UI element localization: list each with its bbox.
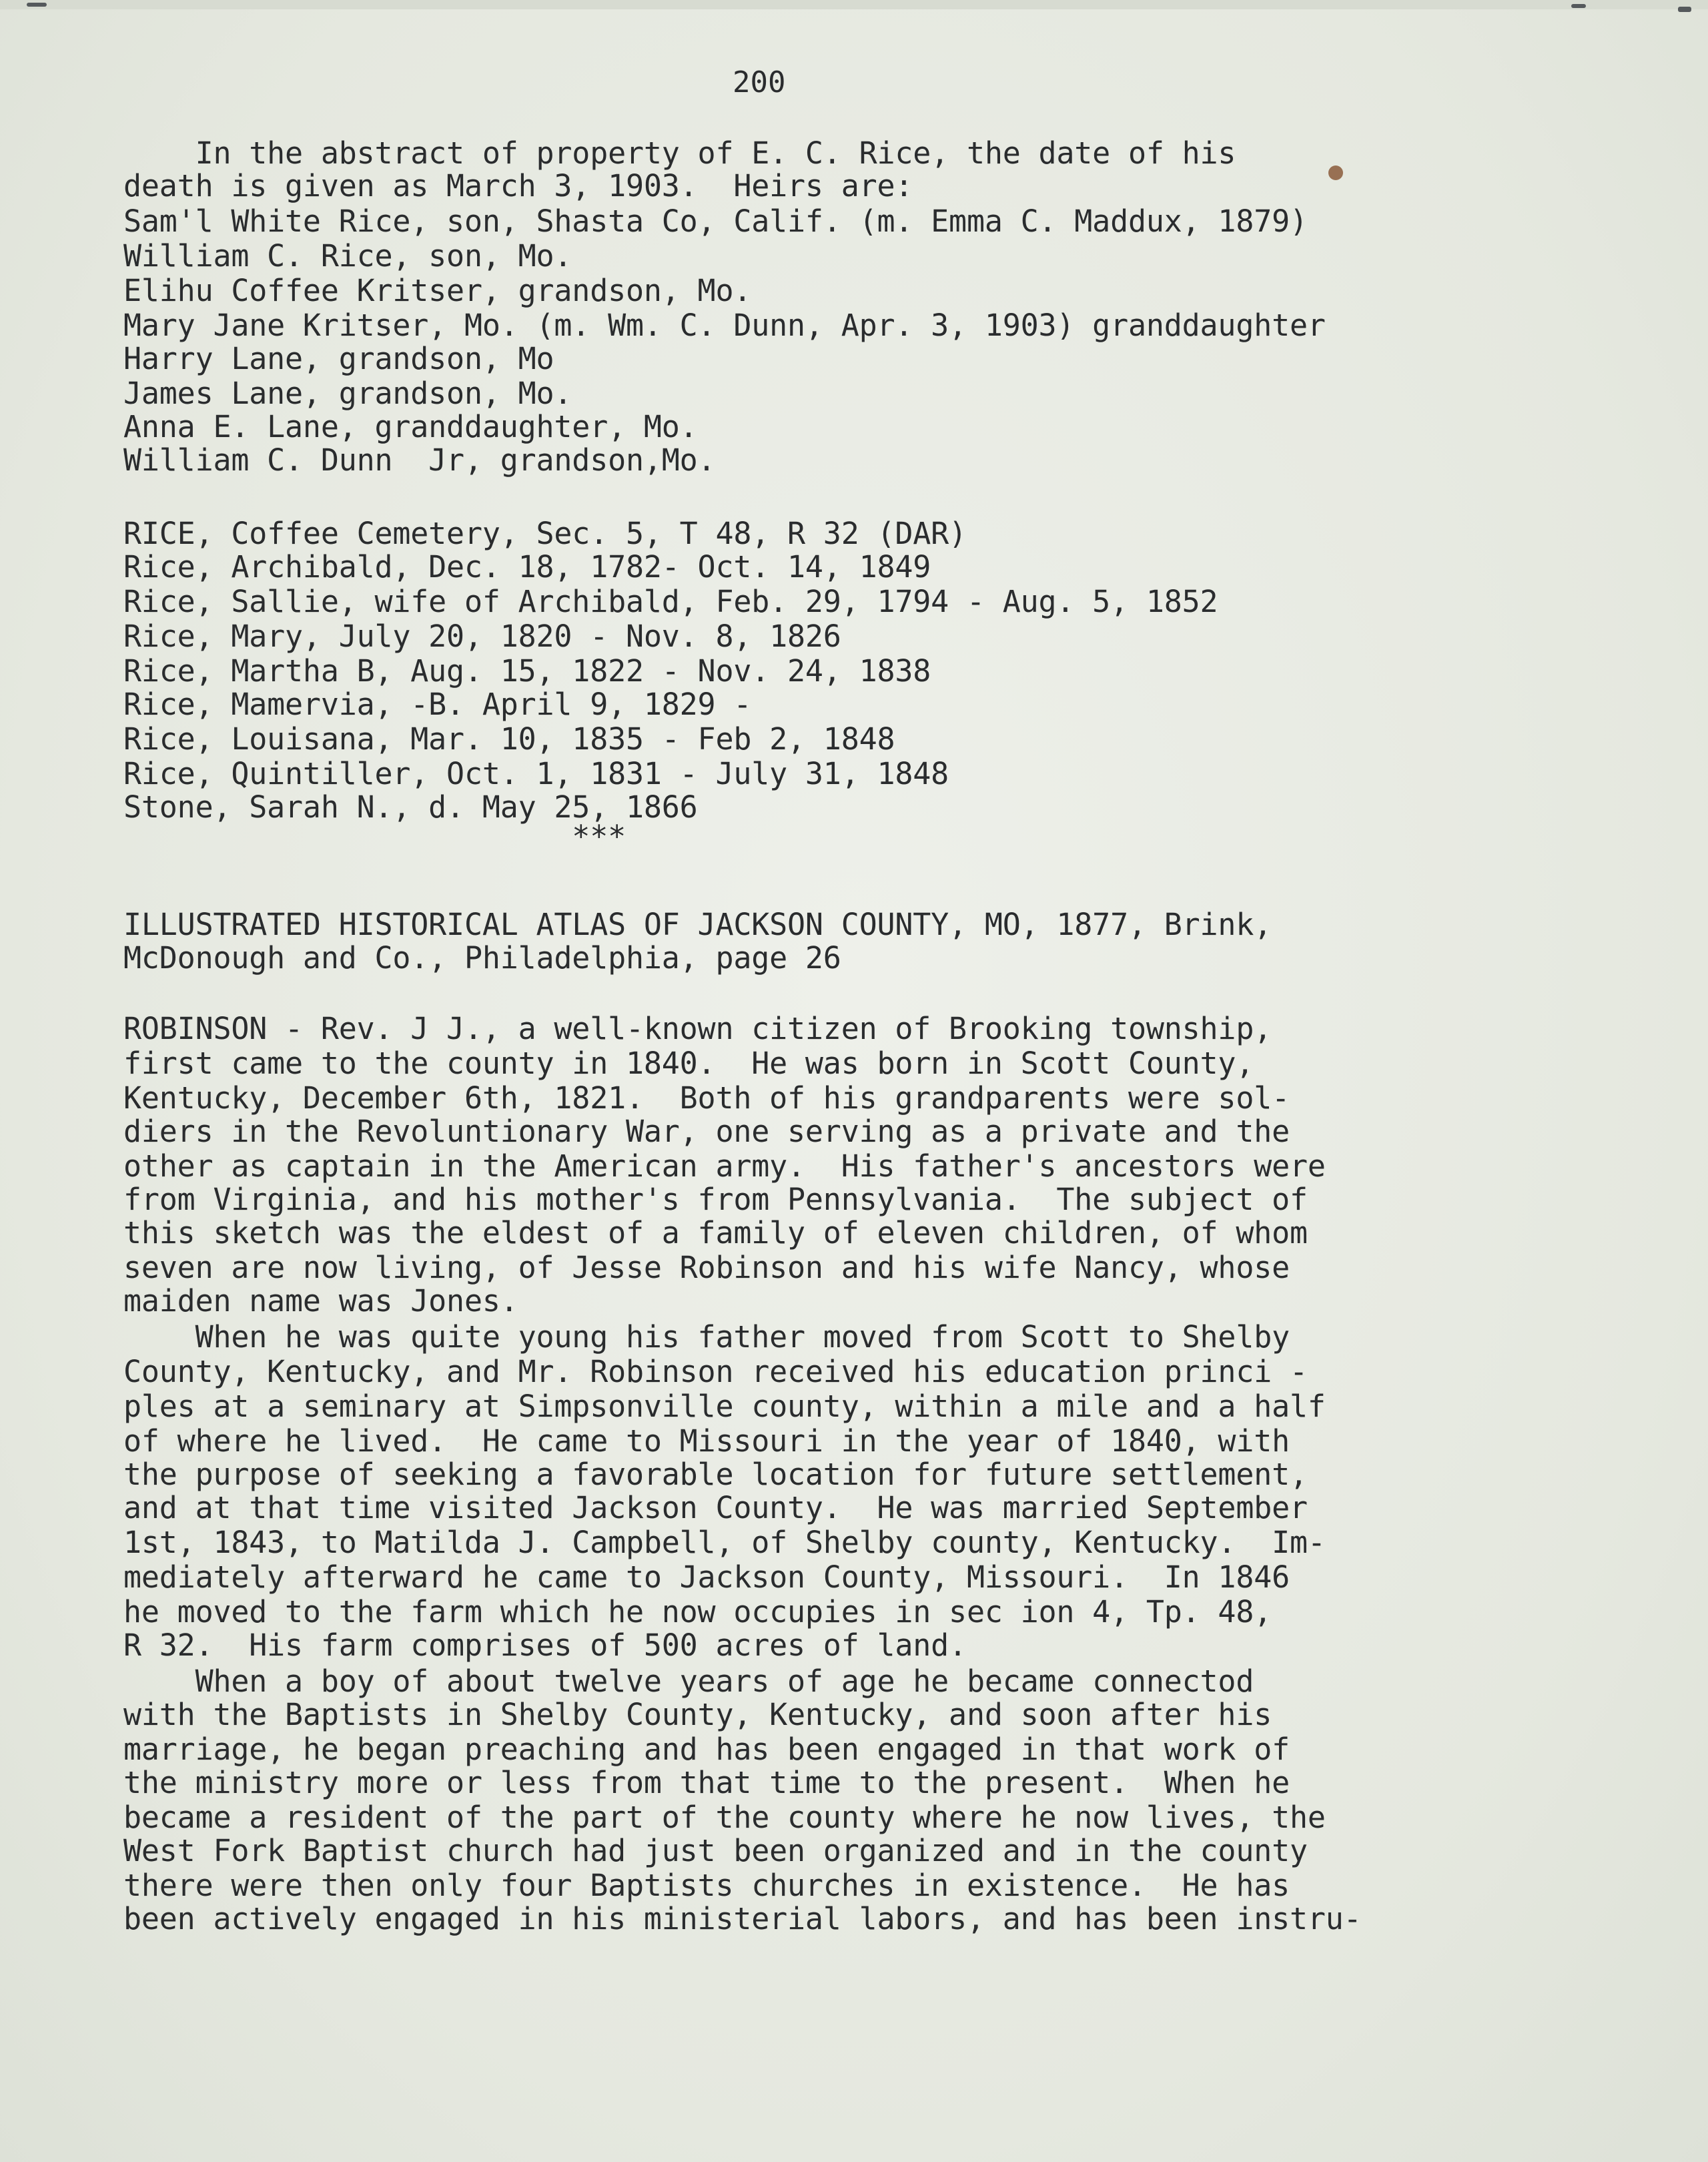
text-line: R 32. His farm comprises of 500 acres of land. [123,1628,967,1663]
scan-mark-left [27,3,47,7]
text-line: and at that time visited Jackson County. He was married September [123,1490,1308,1525]
text-line: this sketch was the eldest of a family of eleven children, of whom [123,1215,1308,1250]
text-line: he moved to the farm which he now occupies in sec ion 4, Tp. 48, [123,1594,1272,1630]
text-line: maiden name was Jones. [123,1283,518,1319]
text-line: of where he lived. He came to Missouri in the year of 1840, with [123,1423,1290,1459]
text-line: Elihu Coffee Kritser, grandson, Mo. [123,273,752,308]
text-line: diers in the Revoluntionary War, one serving as a private and the [123,1114,1290,1149]
text-line: West Fork Baptist church had just been organized and in the county [123,1833,1308,1868]
text-line: there were then only four Baptists churches in existence. He has [123,1868,1290,1903]
text-line: Sam'l White Rice, son, Shasta Co, Calif. (m. Emma C. Maddux, 1879) [123,204,1308,239]
text-line: Mary Jane Kritser, Mo. (m. Wm. C. Dunn, Apr. 3, 1903) granddaughter [123,308,1326,343]
text-line: Harry Lane, grandson, Mo [123,341,554,376]
ink-spot [1328,165,1343,180]
scan-mark-corner [1678,7,1691,12]
text-line: mediately afterward he came to Jackson County, Missouri. In 1846 [123,1559,1290,1595]
text-line: Rice, Martha B, Aug. 15, 1822 - Nov. 24, 1838 [123,653,931,689]
text-line: seven are now living, of Jesse Robinson and his wife Nancy, whose [123,1250,1290,1285]
section-separator: *** [123,819,626,854]
text-line: When a boy of about twelve years of age he became connectod [123,1664,1254,1699]
text-line: William C. Rice, son, Mo. [123,238,572,274]
text-line: County, Kentucky, and Mr. Robinson received his education princi - [123,1354,1308,1389]
text-line: RICE, Coffee Cemetery, Sec. 5, T 48, R 32 (DAR) [123,516,967,551]
text-line: Anna E. Lane, granddaughter, Mo. [123,409,698,444]
text-line: became a resident of the part of the county where he now lives, the [123,1800,1326,1835]
text-line: Kentucky, December 6th, 1821. Both of his grandparents were sol- [123,1080,1290,1116]
text-line: the purpose of seeking a favorable location for future settlement, [123,1457,1308,1492]
text-line: the ministry more or less from that time to the present. When he [123,1765,1290,1800]
text-line: 1st, 1843, to Matilda J. Campbell, of Shelby county, Kentucky. Im- [123,1525,1326,1560]
page-number: 200 [733,65,786,99]
text-line: Rice, Mary, July 20, 1820 - Nov. 8, 1826 [123,619,841,654]
scan-mark-right [1571,4,1586,8]
text-line: James Lane, grandson, Mo. [123,376,572,411]
text-line: When he was quite young his father moved from Scott to Shelby [123,1319,1290,1355]
text-line: Rice, Louisana, Mar. 10, 1835 - Feb 2, 1848 [123,721,895,757]
text-line: ILLUSTRATED HISTORICAL ATLAS OF JACKSON COUNTY, MO, 1877, Brink, [123,907,1272,942]
text-line: Rice, Sallie, wife of Archibald, Feb. 29, 1794 - Aug. 5, 1852 [123,584,1218,619]
text-line: marriage, he began preaching and has been engaged in that work of [123,1732,1290,1767]
text-line: with the Baptists in Shelby County, Kentucky, and soon after his [123,1697,1272,1732]
text-line: death is given as March 3, 1903. Heirs are: [123,168,913,204]
text-line: ples at a seminary at Simpsonville county, within a mile and a half [123,1389,1326,1424]
text-line: first came to the county in 1840. He was born in Scott County, [123,1046,1254,1081]
text-line: McDonough and Co., Philadelphia, page 26 [123,940,841,976]
text-line: Stone, Sarah N., d. May 25, 1866 [123,789,698,825]
text-line: other as captain in the American army. His father's ancestors were [123,1148,1326,1184]
text-line: William C. Dunn Jr, grandson,Mo. [123,442,716,478]
text-line: been actively engaged in his ministerial labors, and has been instru- [123,1901,1362,1936]
text-line: from Virginia, and his mother's from Pennsylvania. The subject of [123,1182,1308,1217]
text-line: Rice, Mamervia, -B. April 9, 1829 - [123,687,752,722]
text-line: Rice, Quintiller, Oct. 1, 1831 - July 31, 1848 [123,756,949,791]
text-line: Rice, Archibald, Dec. 18, 1782- Oct. 14, 1849 [123,549,931,585]
text-line: ROBINSON - Rev. J J., a well-known citizen of Brooking township, [123,1011,1272,1046]
text-line: In the abstract of property of E. C. Rice, the date of his [123,135,1236,171]
page-top-edge [0,0,1708,9]
